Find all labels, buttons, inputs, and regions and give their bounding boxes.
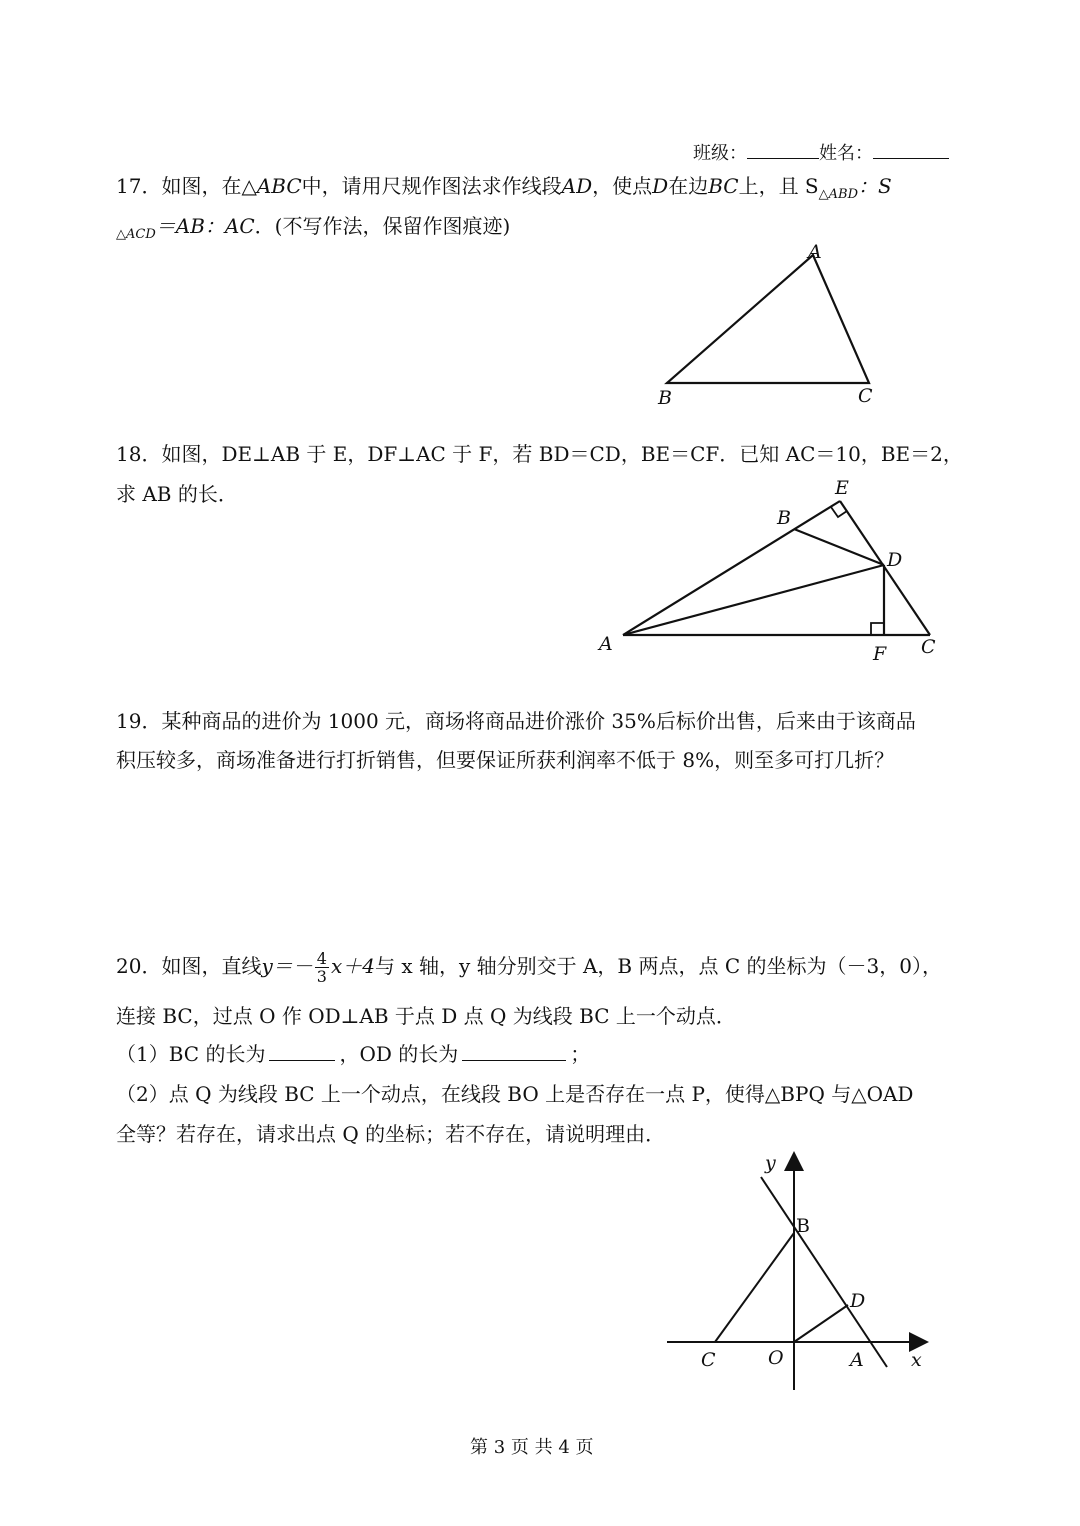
line-ae: [623, 501, 840, 635]
bc-length-blank[interactable]: [269, 1060, 335, 1061]
class-label: 班级：: [693, 143, 747, 164]
q17-line1: 17．如图，在△ABC中，请用尺规作图法求作线段AD，使点D在边BC上，且 $S_{\triangle ABD}$：S: [116, 174, 892, 202]
q18-line2: 求 AB 的长．: [116, 482, 238, 506]
q18-figure: [595, 470, 955, 670]
label-c: C: [921, 636, 936, 658]
label-d: D: [850, 1290, 866, 1312]
fraction-4-3: $\frac{4}{3}$: [316, 949, 327, 986]
q20-line4: （2）点 Q 为线段 BC 上一个动点，在线段 BO 上是否存在一点 P，使得△BPQ 与△OAD: [116, 1082, 914, 1106]
q17-line2: $_{\triangle ACD}$＝AB：AC．(不写作法，保留作图痕迹): [116, 214, 511, 242]
q20-coordinate-figure: [655, 1145, 955, 1395]
label-d: D: [887, 549, 903, 571]
label-b: B: [658, 387, 672, 409]
right-angle-f: [871, 623, 884, 635]
name-label: 姓名：: [819, 143, 873, 164]
page-number: 第 3 页 共 4 页: [470, 1437, 594, 1458]
class-blank[interactable]: [747, 158, 819, 159]
q17-triangle-figure: [650, 240, 890, 410]
q20-line2: 连接 BC，过点 O 作 OD⊥AB 于点 D 点 Q 为线段 BC 上一个动点．: [116, 1004, 736, 1028]
line-ad: [623, 565, 884, 635]
label-x: x: [911, 1349, 922, 1371]
line-bc: [715, 1233, 794, 1342]
label-o: O: [768, 1347, 784, 1369]
q20-line5: 全等？若存在，请求出点 Q 的坐标；若不存在，请说明理由．: [116, 1122, 666, 1146]
name-blank[interactable]: [873, 158, 949, 159]
triangle-abc: [667, 255, 869, 383]
label-c: C: [858, 385, 873, 407]
label-y: y: [765, 1152, 776, 1174]
q19-line1: 19．某种商品的进价为 1000 元，商场将商品进价涨价 35%后标价出售，后来由于该商品: [116, 709, 916, 733]
label-a: A: [808, 241, 822, 263]
line-od: [794, 1305, 848, 1342]
q19-line2: 积压较多，商场准备进行打折销售，但要保证所获利润率不低于 8%，则至多可打几折？: [116, 748, 895, 772]
od-length-blank[interactable]: [462, 1060, 566, 1061]
q18-line1: 18．如图，DE⊥AB 于 E，DF⊥AC 于 F，若 BD＝CD，BE＝CF．已知 AC＝10，BE＝2，: [116, 442, 963, 466]
label-c: C: [701, 1349, 716, 1371]
line-ab: [761, 1177, 887, 1367]
label-b: B: [777, 507, 791, 529]
label-a: A: [599, 633, 613, 655]
class-name-header: [693, 140, 949, 168]
q20-line1: 20．如图，直线y＝－ $\frac{4}{3}$ x＋4与 x 轴，y 轴分别交于 A，B 两点，点 C 的坐标为（－3，0），: [116, 949, 942, 986]
label-e: E: [835, 477, 849, 499]
label-b: B: [796, 1215, 810, 1237]
q20-line3: （1）BC 的长为 ，OD 的长为 ；: [116, 1042, 591, 1066]
label-a: A: [850, 1349, 864, 1371]
label-f: F: [873, 643, 887, 665]
